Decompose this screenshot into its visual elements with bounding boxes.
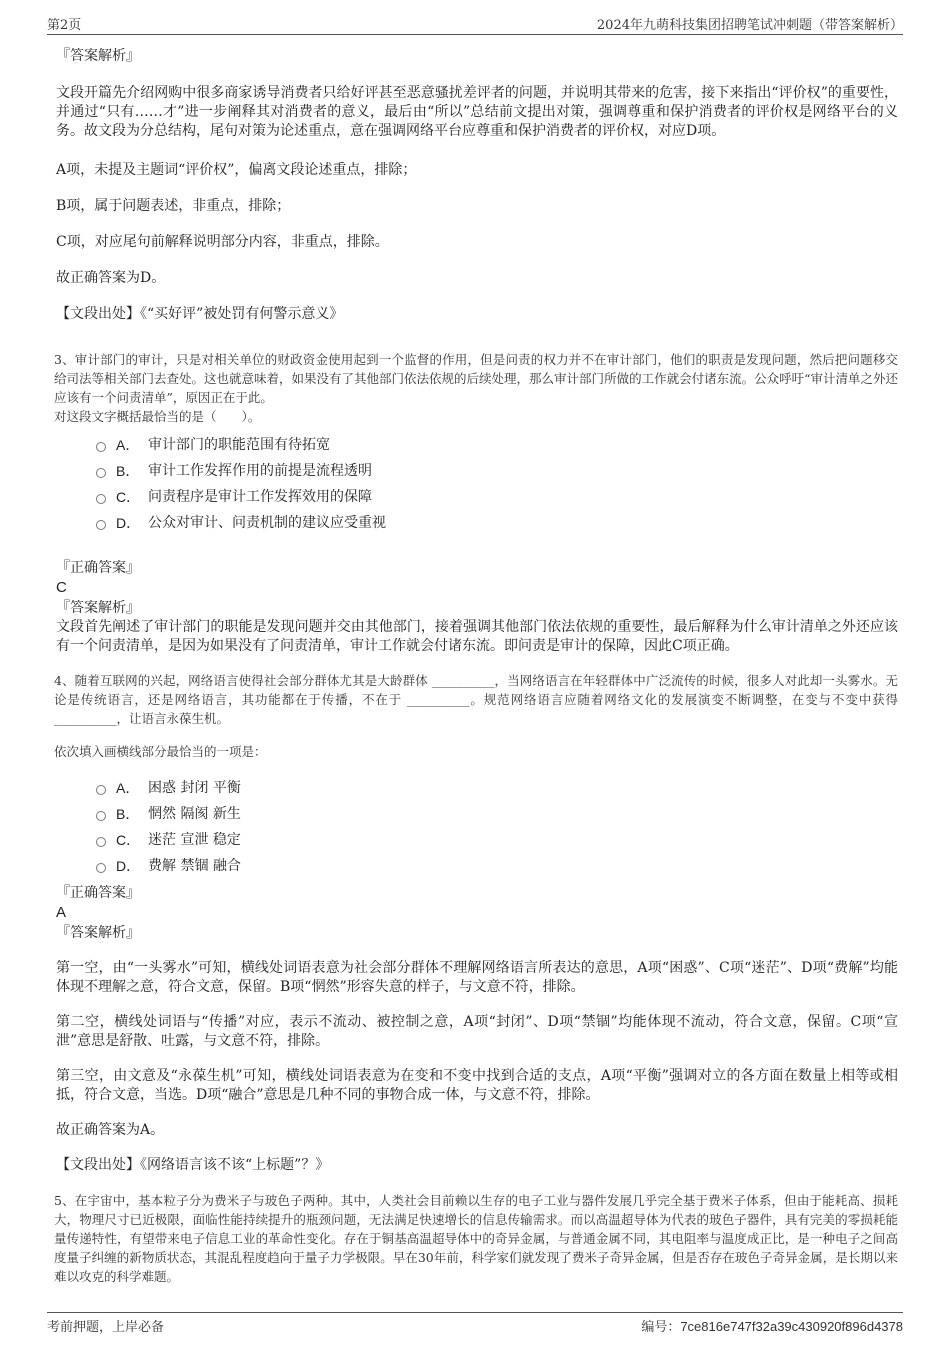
option-b[interactable] (96, 458, 898, 484)
option-text: 公众对审计、问责机制的建议应受重视 (148, 515, 386, 531)
page-number: 第2页 (47, 18, 82, 33)
page-footer (47, 1312, 903, 1336)
option-letter: A． (116, 437, 140, 453)
option-text: 惘然 隔阂 新生 (148, 806, 241, 822)
option-letter: D． (116, 858, 141, 874)
option-d[interactable] (96, 853, 898, 879)
analysis-text: 文段首先阐述了审计部门的职能是发现问题并交由其他部门，接着强调其他部门依法依规的重要性，最后解释为什么审计清单之外还应该有一个问责清单，是因为如果没有了问责清单，审计工作就会付诸东流。即问责是审计的保障，因此C项正确。 (56, 619, 898, 654)
document-id: 编号：7ce816e747f32a39c430920f896d4378 (641, 1319, 903, 1334)
question-prompt: 对这段文字概括最恰当的是（ ）。 (54, 409, 261, 424)
option-letter: C． (116, 489, 141, 505)
question-stem: 3、审计部门的审计，只是对相关单位的财政资金使用起到一个监督的作用，但是问责的权力并不在审计部门，他们的职责是发现问题，然后把问题移交给司法等相关部门去查处。这也就意味着，如果没有了其他部门依法依规的后续处理，那么审计部门所做的工作就会付诸东流。公众呼吁“审计清单之外还应该有一个问责清单”，原因正在于此。 (54, 352, 898, 405)
analysis-tag: 『答案解析』 (56, 925, 140, 941)
question-5 (56, 1191, 898, 1286)
radio-button[interactable] (96, 520, 106, 530)
question-stem: 5、在宇宙中，基本粒子分为费米子与玻色子两种。其中，人类社会目前赖以生存的电子工业与器件发展几乎完全基于费米子体系，但由于能耗高、损耗大，物理尺寸已近极限，面临性能持续提升的瓶颈问题，无法满足快速增长的信息传输需求。而以高温超导体为代表的玻色子器件，具有完美的零损耗能量传递特性，有望带来电子信息工业的革命性变化。存在于铜基高温超导体中的奇异金属，与普通金属不同，其电阻率与温度成正比，是一种电子之间高度量子纠缠的新物质状态，其混乱程度趋向于量子力学极限。早在30年前，科学家们就发现了费米子奇异金属，但是否存在玻色子奇异金属，是长期以来难以攻克的科学难题。 (54, 1193, 898, 1284)
options-list (96, 775, 898, 879)
analysis-paragraph-1: 第一空，由“一头雾水”可知，横线处词语表意为社会部分群体不理解网络语言所表达的意思，A项“困惑”、C项“迷茫”、D项“费解”均能体现不理解之意，符合文意，保留。B项“惘然”形容失意的样子，与文意不符，排除。 (56, 960, 898, 995)
analysis-text: 文段开篇先介绍网购中很多商家诱导消费者只给好评甚至恶意骚扰差评者的问题，并说明其带来的危害，接下来指出“评价权”的重要性，并通过“只有……才”进一步阐释其对消费者的意义，最后由“所以”总结前文提出对策，强调尊重和保护消费者的评价权是网络平台的义务。故文段为分总结构，尾句对策为论述重点，意在强调网络平台应尊重和保护消费者的评价权，对应D项。 (56, 85, 898, 139)
option-letter: A． (116, 780, 140, 796)
radio-button[interactable] (96, 442, 106, 452)
option-c[interactable] (96, 484, 898, 510)
radio-button[interactable] (96, 468, 106, 478)
radio-button[interactable] (96, 785, 106, 795)
analysis-tag: 『答案解析』 (56, 600, 140, 616)
option-text: 审计部门的职能范围有待拓宽 (148, 437, 330, 453)
option-letter: C． (116, 832, 141, 848)
analysis-paragraph-2: 第二空，横线处词语与“传播”对应，表示不流动、被控制之意，A项“封闭”、D项“禁锢”均能体现不流动，符合文意，保留。C项“宣泄”意思是舒散、吐露，与文意不符，排除。 (56, 1014, 898, 1049)
option-text: 迷茫 宣泄 稳定 (148, 832, 241, 848)
option-b[interactable] (96, 801, 898, 827)
page-header (47, 14, 903, 35)
correct-answer: A (56, 904, 67, 921)
option-letter: B． (116, 806, 140, 822)
correct-answer: C (56, 579, 67, 596)
source: 【文段出处】《“买好评”被处罚有何警示意义》 (56, 306, 344, 322)
conclusion: 故正确答案为D。 (56, 270, 166, 286)
option-text: 费解 禁锢 融合 (148, 858, 241, 874)
options-list (96, 432, 898, 536)
option-d[interactable] (96, 510, 898, 536)
option-a-analysis: A项，未提及主题词“评价权”，偏离文段论述重点，排除； (56, 162, 417, 178)
question-4 (56, 671, 898, 1175)
radio-button[interactable] (96, 494, 106, 504)
answer-tag: 『正确答案』 (56, 560, 140, 576)
analysis-paragraph-3: 第三空，由文意及“永葆生机”可知，横线处词语表意为在变和不变中找到合适的支点，A项“平衡”强调对立的各方面在数量上相等或相抵，符合文意，当选。D项“融合”意思是几种不同的事物合成一体，与文意不符，排除。 (56, 1068, 898, 1103)
option-text: 困惑 封闭 平衡 (148, 780, 241, 796)
footer-slogan: 考前押题，上岸必备 (47, 1320, 165, 1335)
option-c[interactable] (96, 827, 898, 853)
source: 【文段出处】《网络语言该不该“上标题”？》 (56, 1157, 330, 1173)
option-letter: D． (116, 515, 141, 531)
radio-button[interactable] (96, 837, 106, 847)
option-text: 审计工作发挥作用的前提是流程透明 (148, 463, 372, 479)
analysis-tag: 『答案解析』 (56, 48, 140, 64)
question-3 (56, 350, 898, 656)
conclusion: 故正确答案为A。 (56, 1122, 165, 1138)
question-prompt: 依次填入画横线部分最恰当的一项是： (54, 744, 267, 759)
option-a[interactable] (96, 432, 898, 458)
option-c-analysis: C项，对应尾句前解释说明部分内容，非重点，排除。 (56, 234, 389, 250)
option-letter: B． (116, 463, 140, 479)
page-content (56, 42, 898, 1286)
option-a[interactable] (96, 775, 898, 801)
radio-button[interactable] (96, 863, 106, 873)
document-title: 2024年九萌科技集团招聘笔试冲刺题（带答案解析） (596, 18, 903, 33)
option-text: 问责程序是审计工作发挥效用的保障 (148, 489, 372, 505)
question-stem: 4、随着互联网的兴起，网络语言使得社会部分群体尤其是大龄群体 __________，当网络语言在年轻群体中广泛流传的时候，很多人对此却一头雾水。无论是传统语言，还是网络语言，其功能都在于传播，不在于 __________。规范网络语言应随着网络文化的发展演变不断调整，在变与不变中获得 __________，让语言永葆生机。 (54, 673, 898, 726)
option-b-analysis: B项，属于问题表述，非重点，排除； (56, 198, 291, 214)
answer-tag: 『正确答案』 (56, 885, 140, 901)
radio-button[interactable] (96, 811, 106, 821)
